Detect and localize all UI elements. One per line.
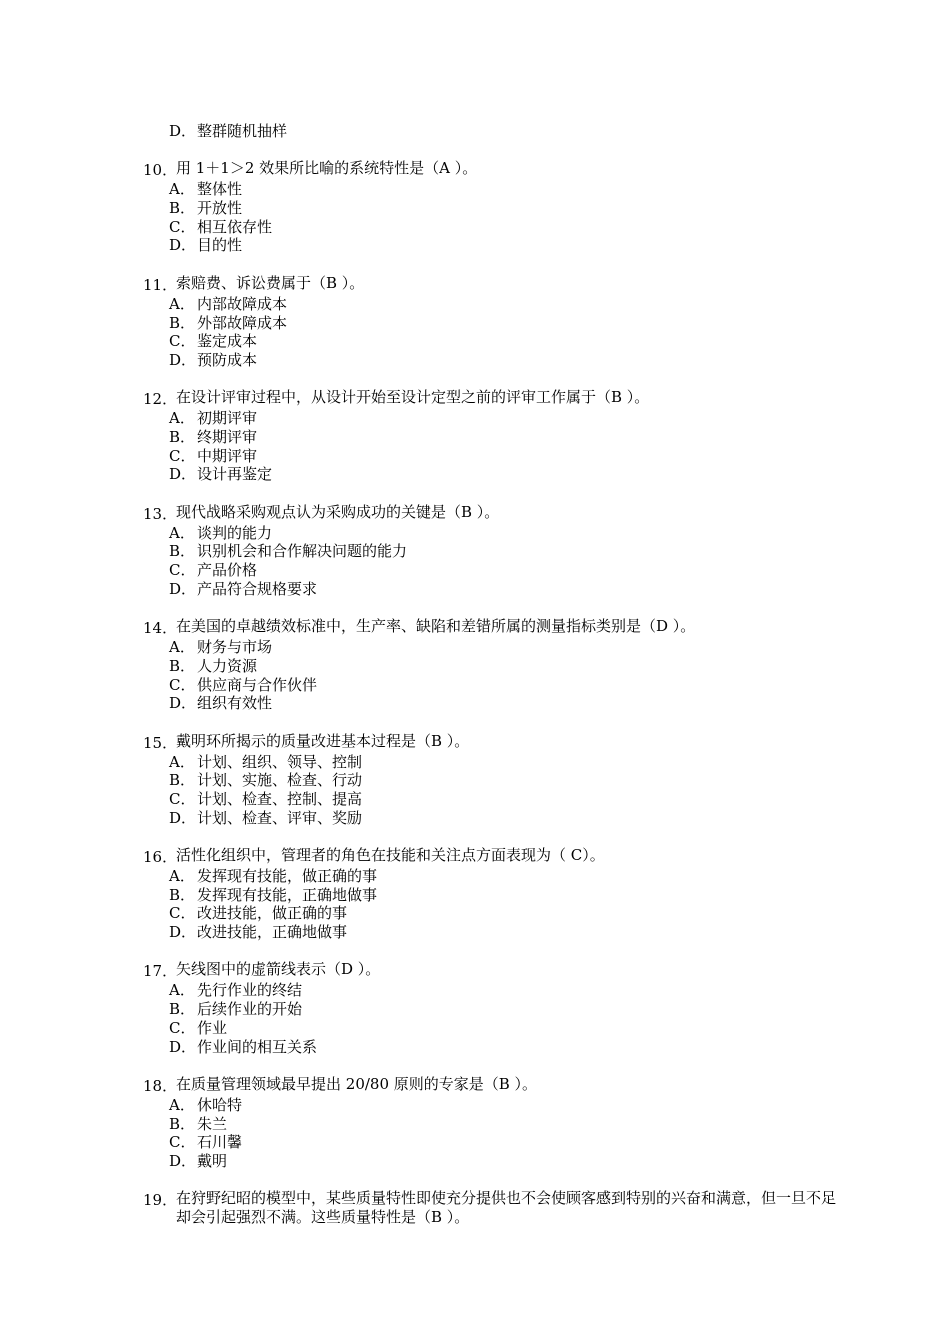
option-letter: C． xyxy=(169,675,196,694)
answer-option xyxy=(143,351,843,370)
option-text: 谈判的能力 xyxy=(197,523,273,542)
answer-option xyxy=(143,1000,843,1019)
answer-option xyxy=(143,409,843,428)
option-letter: C． xyxy=(169,1133,196,1152)
question-stem xyxy=(143,1075,843,1096)
question-list xyxy=(143,122,843,1227)
option-text: 外部故障成本 xyxy=(197,313,288,332)
question-number: 19． xyxy=(143,1191,178,1210)
question-number: 17． xyxy=(143,962,178,981)
question-block xyxy=(143,159,843,255)
question-number: 10． xyxy=(143,161,178,180)
question-stem xyxy=(143,274,843,295)
option-text: 产品价格 xyxy=(197,561,258,580)
question-stem xyxy=(143,846,843,867)
option-letter: A． xyxy=(169,867,195,885)
option-text: 中期评审 xyxy=(197,446,258,465)
option-letter: C． xyxy=(169,332,196,351)
question-stem xyxy=(143,503,843,524)
option-letter: D． xyxy=(169,350,197,369)
option-letter: B． xyxy=(169,199,196,218)
option-letter: C． xyxy=(169,1018,196,1037)
question-text: 索赔费、诉讼费属于（B ）。 xyxy=(176,273,365,292)
option-text: 计划、检查、控制、提高 xyxy=(197,789,363,808)
option-letter: A． xyxy=(169,981,195,1000)
option-text: 初期评审 xyxy=(197,409,258,428)
option-text: 计划、组织、领导、控制 xyxy=(197,752,363,771)
answer-option xyxy=(143,904,843,923)
option-letter: B． xyxy=(169,885,196,904)
option-text: 戴明 xyxy=(197,1151,228,1170)
option-text: 后续作业的开始 xyxy=(197,1000,303,1019)
answer-option xyxy=(143,1133,843,1152)
question-block xyxy=(143,617,843,713)
answer-option xyxy=(143,447,843,466)
option-letter: D． xyxy=(169,923,197,942)
option-text: 朱兰 xyxy=(197,1114,228,1133)
option-letter: A． xyxy=(169,638,195,657)
question-block xyxy=(143,503,843,599)
option-letter: C． xyxy=(169,789,196,808)
option-letter: A． xyxy=(169,1095,195,1114)
answer-option xyxy=(143,638,843,657)
option-text: 发挥现有技能，正确地做事 xyxy=(197,885,378,904)
question-block xyxy=(143,388,843,484)
question-block xyxy=(143,960,843,1056)
answer-option xyxy=(143,1096,843,1115)
question-text: 在美国的卓越绩效标准中，生产率、缺陷和差错所属的测量指标类别是（D ）。 xyxy=(176,617,696,636)
question-block xyxy=(143,732,843,828)
option-letter: B． xyxy=(169,542,196,561)
option-letter: B． xyxy=(169,427,196,446)
answer-option xyxy=(143,753,843,772)
answer-option xyxy=(143,1152,843,1171)
question-stem xyxy=(143,159,843,180)
question-stem xyxy=(143,732,843,753)
answer-option xyxy=(143,809,843,828)
question-text: 在设计评审过程中，从设计开始至设计定型之前的评审工作属于（B ）。 xyxy=(176,388,650,407)
question-text: 在质量管理领域最早提出 20/80 原则的专家是（B ）。 xyxy=(176,1074,538,1093)
option-letter: D． xyxy=(169,236,197,255)
option-letter: C． xyxy=(169,904,196,923)
answer-option xyxy=(143,923,843,942)
answer-option xyxy=(143,295,843,314)
option-text: 鉴定成本 xyxy=(197,332,258,351)
option-text: 开放性 xyxy=(197,199,243,218)
option-letter: D． xyxy=(169,1151,197,1170)
option-letter: B． xyxy=(169,656,196,675)
answer-option xyxy=(143,314,843,333)
option-letter: B． xyxy=(169,771,196,790)
answer-option xyxy=(143,180,843,199)
option-text: 目的性 xyxy=(197,236,243,255)
option-letter: D． xyxy=(169,808,197,827)
option-text: 财务与市场 xyxy=(197,638,273,657)
question-text: 在狩野纪昭的模型中，某些质量特性即使充分提供也不会使顾客感到特别的兴奋和满意，但一旦不足却会引起强烈不满。这些质量特性是（B ）。 xyxy=(176,1189,837,1227)
question-stem xyxy=(143,960,843,981)
option-text: 发挥现有技能，做正确的事 xyxy=(197,867,378,885)
question-block xyxy=(143,274,843,370)
option-text: 内部故障成本 xyxy=(197,294,288,313)
option-letter: B． xyxy=(169,313,196,332)
answer-option xyxy=(143,524,843,543)
option-letter: D． xyxy=(169,579,197,598)
question-block xyxy=(143,846,843,942)
question-text: 矢线图中的虚箭线表示（D ）。 xyxy=(176,960,381,979)
question-block xyxy=(143,1189,843,1226)
option-text: 先行作业的终结 xyxy=(197,981,303,1000)
option-text: 作业 xyxy=(197,1018,228,1037)
question-stem xyxy=(143,617,843,638)
option-text: 改进技能，做正确的事 xyxy=(197,904,348,923)
question-text: 活性化组织中，管理者的角色在技能和关注点方面表现为（ C）。 xyxy=(176,846,605,864)
answer-option xyxy=(143,428,843,447)
answer-option xyxy=(143,1115,843,1134)
question-number: 15． xyxy=(143,733,178,752)
option-text: 产品符合规格要求 xyxy=(197,579,318,598)
option-letter: A． xyxy=(169,409,195,428)
option-letter: D． xyxy=(169,1037,197,1056)
question-number: 12． xyxy=(143,390,178,409)
question-text: 戴明环所揭示的质量改进基本过程是（B ）。 xyxy=(176,731,470,750)
answer-option xyxy=(143,1019,843,1038)
option-text: 识别机会和合作解决问题的能力 xyxy=(197,542,408,561)
answer-option xyxy=(143,867,843,886)
option-text: 计划、实施、检查、行动 xyxy=(197,771,363,790)
answer-option xyxy=(143,236,843,255)
question-number: 16． xyxy=(143,848,178,866)
option-text: 组织有效性 xyxy=(197,694,273,713)
answer-option xyxy=(143,771,843,790)
option-letter: A． xyxy=(169,523,195,542)
option-letter: C． xyxy=(169,217,196,236)
option-letter: C． xyxy=(169,446,196,465)
option-letter: D． xyxy=(169,694,197,713)
option-letter: A． xyxy=(169,752,195,771)
option-letter: A． xyxy=(169,294,195,313)
answer-option xyxy=(143,332,843,351)
option-text: 设计再鉴定 xyxy=(197,465,273,484)
answer-option xyxy=(143,561,843,580)
option-text: 预防成本 xyxy=(197,350,258,369)
answer-option xyxy=(143,542,843,561)
question-stem xyxy=(143,388,843,409)
option-text: 整体性 xyxy=(197,180,243,199)
answer-option xyxy=(143,886,843,905)
question-text: 现代战略采购观点认为采购成功的关键是（B ）。 xyxy=(176,502,500,521)
option-letter: B． xyxy=(169,1114,196,1133)
option-text: 供应商与合作伙伴 xyxy=(197,675,318,694)
lead-option xyxy=(143,122,843,141)
option-letter: C． xyxy=(169,561,196,580)
answer-option xyxy=(143,694,843,713)
option-text: 石川馨 xyxy=(197,1133,243,1152)
answer-option xyxy=(143,981,843,1000)
question-number: 13． xyxy=(143,504,178,523)
question-text: 用 1＋1＞2 效果所比喻的系统特性是（A ）。 xyxy=(176,159,478,178)
option-letter: D． xyxy=(169,122,197,140)
answer-option xyxy=(143,465,843,484)
question-number: 11． xyxy=(143,275,178,294)
answer-option xyxy=(143,580,843,599)
option-text: 改进技能，正确地做事 xyxy=(197,923,348,942)
answer-option xyxy=(143,218,843,237)
question-block xyxy=(143,1075,843,1171)
answer-option xyxy=(143,657,843,676)
option-text: 整群随机抽样 xyxy=(197,122,288,140)
option-text: 作业间的相互关系 xyxy=(197,1037,318,1056)
question-number: 14． xyxy=(143,619,178,638)
option-letter: A． xyxy=(169,180,195,199)
option-text: 人力资源 xyxy=(197,656,258,675)
answer-option xyxy=(143,199,843,218)
option-letter: B． xyxy=(169,1000,196,1019)
option-text: 计划、检查、评审、奖励 xyxy=(197,808,363,827)
option-text: 休哈特 xyxy=(197,1095,243,1114)
answer-option xyxy=(143,790,843,809)
option-letter: D． xyxy=(169,465,197,484)
answer-option xyxy=(143,676,843,695)
question-stem xyxy=(143,1189,843,1226)
question-number: 18． xyxy=(143,1076,178,1095)
answer-option xyxy=(143,1038,843,1057)
option-text: 相互依存性 xyxy=(197,217,273,236)
option-text: 终期评审 xyxy=(197,427,258,446)
